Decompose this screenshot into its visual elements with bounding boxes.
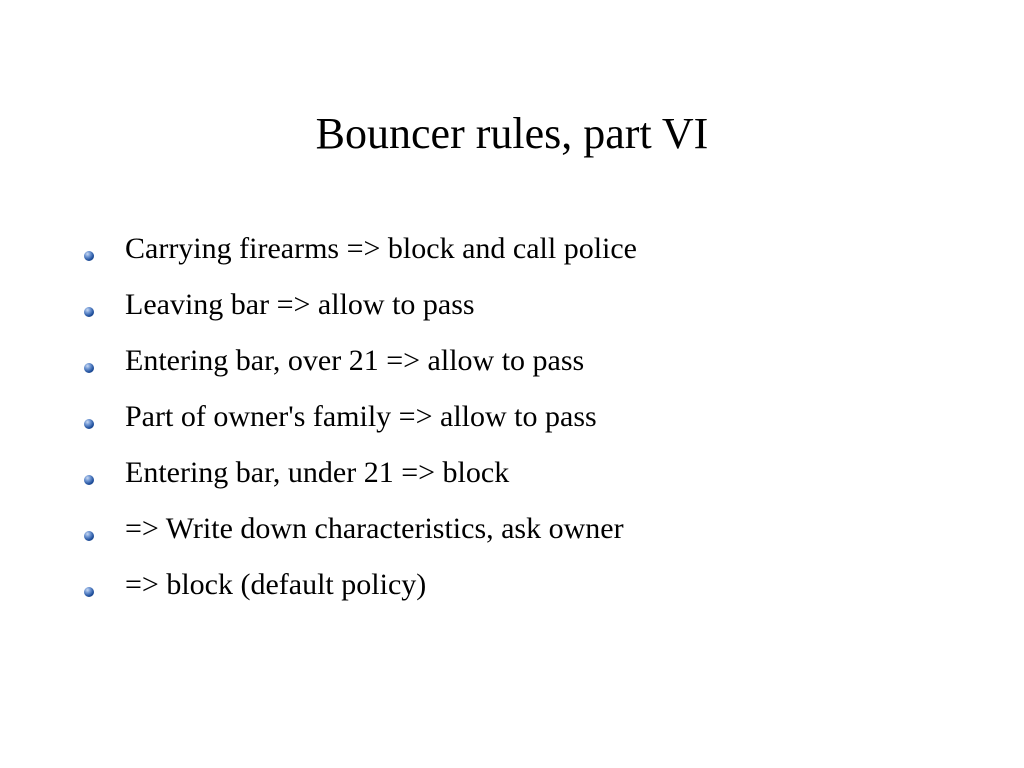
bullet-text: Entering bar, over 21 => allow to pass <box>125 344 585 377</box>
bullet-text: => Write down characteristics, ask owner <box>125 512 624 545</box>
bullet-icon <box>84 531 94 541</box>
bullet-icon <box>84 475 94 485</box>
bullet-icon <box>84 587 94 597</box>
bullet-icon <box>84 251 94 261</box>
list-item <box>0 333 1024 389</box>
bullet-text: Part of owner's family => allow to pass <box>125 400 597 433</box>
bullet-list <box>0 221 1024 613</box>
list-item <box>0 501 1024 557</box>
slide-title: Bouncer rules, part VI <box>315 109 709 158</box>
list-item <box>0 389 1024 445</box>
list-item <box>0 557 1024 613</box>
list-item <box>0 445 1024 501</box>
bullet-text: Leaving bar => allow to pass <box>125 288 475 321</box>
bullet-icon <box>84 363 94 373</box>
bullet-icon <box>84 307 94 317</box>
bullet-text: Carrying firearms => block and call police <box>125 232 637 265</box>
list-item <box>0 221 1024 277</box>
bullet-text: Entering bar, under 21 => block <box>125 456 510 489</box>
bullet-icon <box>84 419 94 429</box>
bullet-text: => block (default policy) <box>125 568 427 601</box>
list-item <box>0 277 1024 333</box>
